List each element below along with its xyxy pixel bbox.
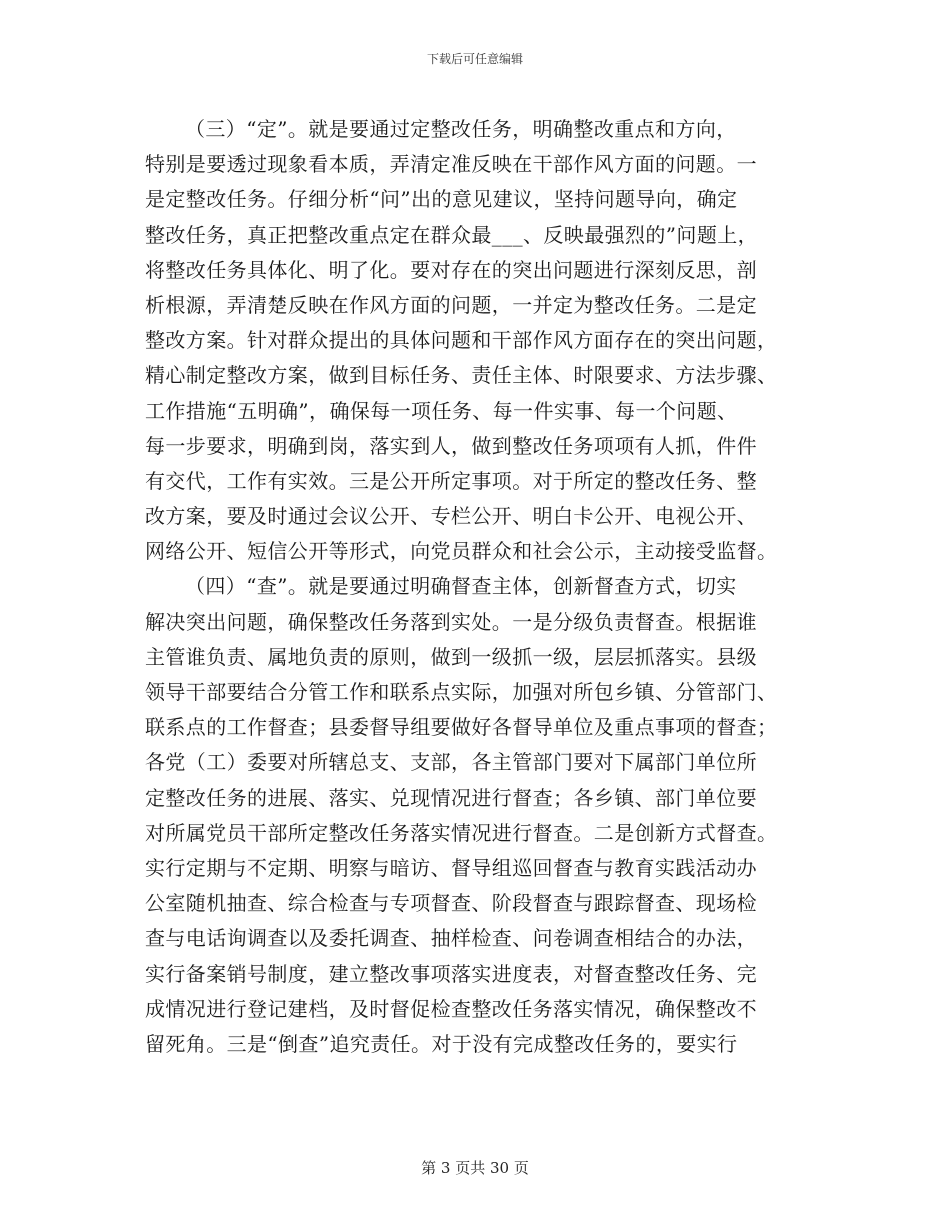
- paragraph-line: 实行定期与不定期、明察与暗访、督导组巡回督查与教育实践活动办: [145, 855, 757, 880]
- paragraph-line: 对所属党员干部所定整改任务落实情况进行督查。二是创新方式督查。: [145, 820, 778, 845]
- paragraph-line: 将整改任务具体化、明了化。要对存在的突出问题进行深刻反思，剖: [145, 257, 757, 282]
- paragraph-line: 解决突出问题，确保整改任务落到实处。一是分级负责督查。根据谁: [145, 609, 757, 634]
- page-header: 下载后可任意编辑: [426, 52, 523, 66]
- paragraph-line: 精心制定整改方案，做到目标任务、责任主体、时限要求、方法步骤、: [145, 363, 778, 388]
- document-body: [145, 112, 805, 1062]
- paragraph-line: 实行备案销号制度，建立整改事项落实进度表，对督查整改任务、完: [145, 961, 757, 986]
- paragraph-line: 工作措施“五明确”，确保每一项任务、每一件实事、每一个问题、: [145, 398, 738, 423]
- paragraph-line: 整改方案。针对群众提出的具体问题和干部作风方面存在的突出问题，: [145, 328, 778, 353]
- paragraph-line: 联系点的工作督查；县委督导组要做好各督导单位及重点事项的督查；: [145, 715, 778, 740]
- paragraph-line: 析根源，弄清楚反映在作风方面的问题，一并定为整改任务。二是定: [145, 292, 757, 317]
- paragraph-line: 公室随机抽查、综合检查与专项督查、阶段督查与跟踪督查、现场检: [145, 891, 757, 916]
- paragraph-line: 定整改任务的进展、落实、兑现情况进行督查；各乡镇、部门单位要: [145, 785, 757, 810]
- paragraph-line: 领导干部要结合分管工作和联系点实际，加强对所包乡镇、分管部门、: [145, 680, 778, 704]
- paragraph-line: 各党（工）委要对所辖总支、支部，各主管部门要对下属部门单位所: [145, 750, 757, 775]
- paragraph-line: （四）“查”。就是要通过明确督查主体，创新督查方式，切实: [185, 574, 737, 599]
- paragraph-line: （三）“定”。就是要通过定整改任务，明确整改重点和方向，: [185, 117, 737, 141]
- paragraph-line: 有交代，工作有实效。三是公开所定事项。对于所定的整改任务、整: [145, 468, 757, 493]
- paragraph-line: 主管谁负责、属地负责的原则，做到一级抓一级，层层抓落实。县级: [145, 644, 757, 669]
- paragraph-line: 成情况进行登记建档，及时督促检查整改任务落实情况，确保整改不: [145, 996, 757, 1021]
- paragraph-line: 每一步要求，明确到岗，落实到人，做到整改任务项项有人抓，件件: [145, 433, 757, 458]
- paragraph-line: 整改任务，真正把整改重点定在群众最___、反映最强烈的”问题上，: [145, 222, 759, 247]
- paragraph-line: 查与电话询调查以及委托调查、抽样检查、问卷调查相结合的办法，: [145, 926, 757, 951]
- paragraph-line: 留死角。三是“倒查”追究责任。对于没有完成整改任务的，要实行: [145, 1031, 738, 1056]
- paragraph-line: 是定整改任务。仔细分析“问”出的意见建议，坚持问题导向，确定: [145, 187, 738, 212]
- paragraph-line: 网络公开、短信公开等形式，向党员群众和社会公示，主动接受监督。: [145, 539, 778, 564]
- paragraph-line: 改方案，要及时通过会议公开、专栏公开、明白卡公开、电视公开、: [145, 504, 757, 529]
- paragraph-line: 特别是要透过现象看本质，弄清定准反映在干部作风方面的问题。一: [145, 152, 757, 177]
- page-number: 第 3 页共 30 页: [421, 1159, 529, 1177]
